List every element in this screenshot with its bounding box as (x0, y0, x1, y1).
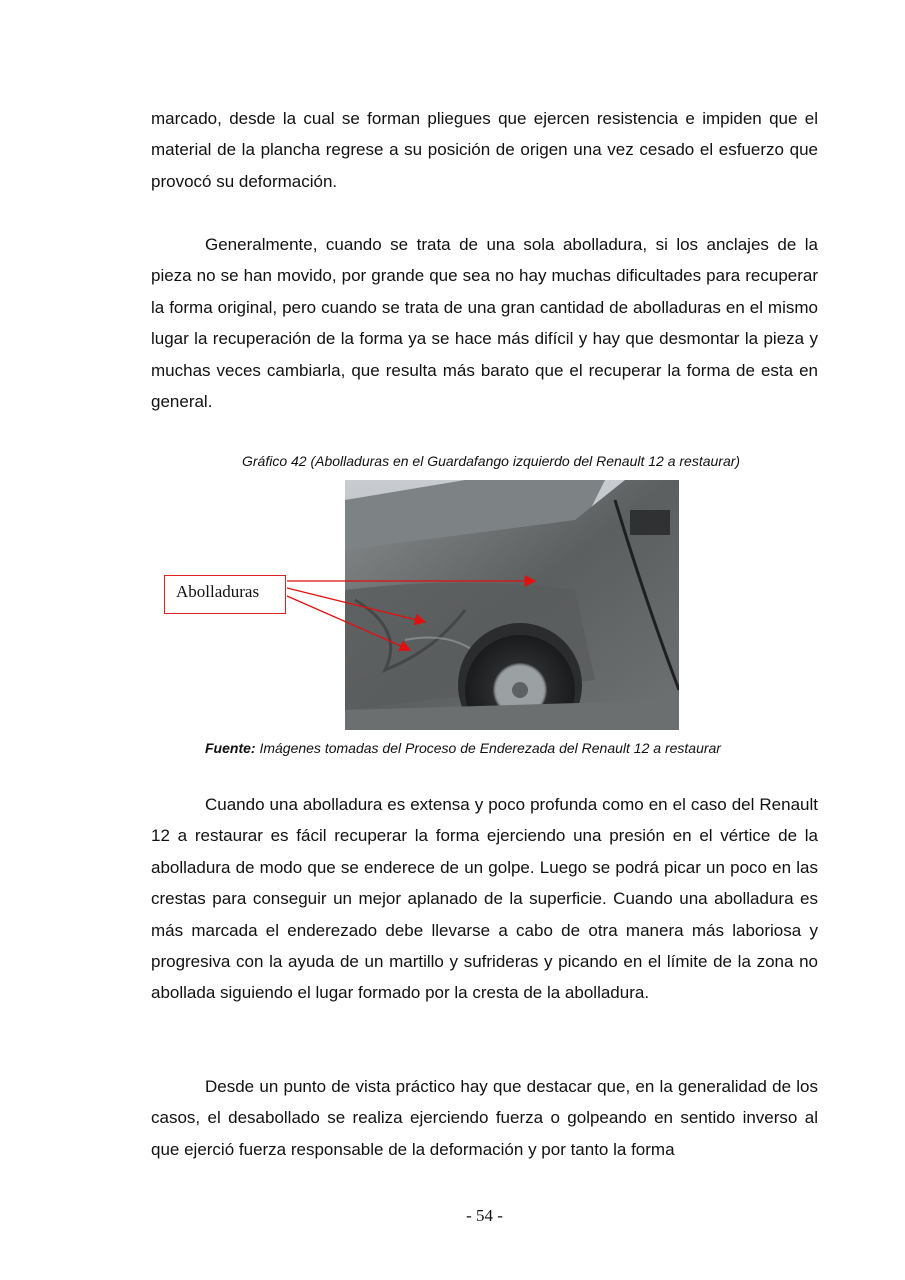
paragraph-4: Desde un punto de vista práctico hay que destacar que, en la generalidad de los casos, el desabollado se realiza ejerciendo fuerza o golpeando en sentido inverso al que ejerció fuerza responsable de la deformación y por tanto la forma (151, 1077, 818, 1159)
abolladuras-callout (164, 575, 286, 614)
callout-label: Abolladuras (176, 582, 260, 601)
paragraph-2: Generalmente, cuando se trata de una sola abolladura, si los anclajes de la pieza no se han movido, por grande que sea no hay muchas dificultades para recuperar la forma original, pero cuando se trata de una gran cantidad de abolladuras en el mismo lugar la recuperación de la forma ya se hace más difícil y hay que desmontar la pieza y muchas veces cambiarla, que resulta más barato que el recuperar la forma de esta en general. (151, 235, 818, 412)
car-fender-photo (345, 480, 679, 730)
paragraph-3: Cuando una abolladura es extensa y poco profunda como en el caso del Renault 12 a restaurar es fácil recuperar la forma ejerciendo una presión en el vértice de la abolladura de modo que se enderece de un golpe. Luego se podrá picar un poco en las crestas para conseguir un mejor aplanado de la superficie. Cuando una abolladura es más marcada el enderezado debe llevarse a cabo de otra manera más laboriosa y progresiva con la ayuda de un martillo y sufrideras y picando en el límite de la zona no abollada siguiendo el lugar formado por la cresta de la abolladura. (151, 795, 818, 1003)
figure-source (205, 740, 805, 756)
figure-title: Gráfico 42 (Abolladuras en el Guardafango izquierdo del Renault 12 a restaurar) (242, 453, 741, 469)
paragraph-1: marcado, desde la cual se forman pliegues que ejercen resistencia e impiden que el material de la plancha regrese a su posición de origen una vez cesado el esfuerzo que provocó su deformación. (151, 109, 818, 191)
source-text: Imágenes tomadas del Proceso de Enderezada del Renault 12 a restaurar (255, 740, 721, 756)
page-number: - 54 - (466, 1206, 503, 1225)
source-label: Fuente: (205, 740, 256, 756)
